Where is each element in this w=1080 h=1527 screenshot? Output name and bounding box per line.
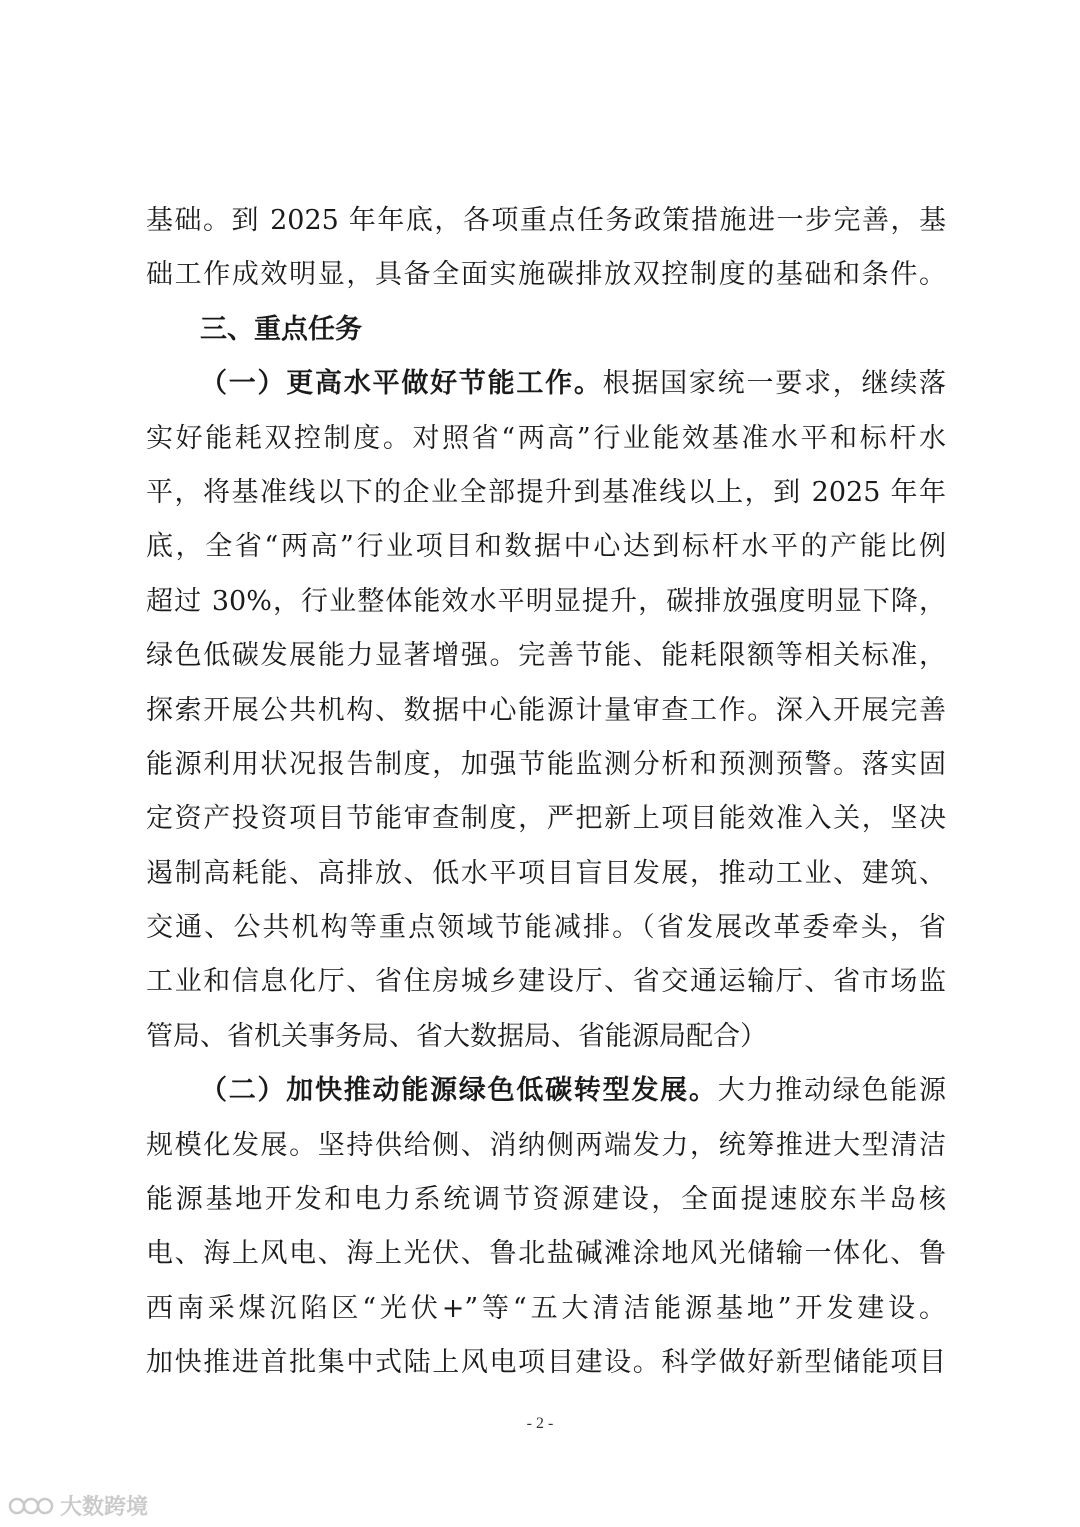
text-line: 遏制高耗能、高排放、低水平项目盲目发展，推动工业、建筑、 [146, 857, 946, 889]
text-line: 实好能耗双控制度。对照省“两高”行业能效基准水平和标杆水 [146, 422, 946, 454]
text-line: 加快推进首批集中式陆上风电项目建设。科学做好新型储能项目 [146, 1347, 946, 1379]
item-lead: （二）加快推动能源绿色低碳转型发展。 [200, 1075, 718, 1107]
text-line: 基础。到 2025 年年底，各项重点任务政策措施进一步完善，基 [146, 205, 946, 236]
page-number: - 2 - [526, 1415, 554, 1432]
document-body [146, 194, 946, 1391]
text-line: 能源基地开发和电力系统调节资源建设，全面提速胶东半岛核 [146, 1184, 946, 1216]
text-line: 能源利用状况报告制度，加强节能监测分析和预测预警。落实固 [146, 748, 946, 780]
text-line: 础工作成效明显，具备全面实施碳排放双控制度的基础和条件。 [146, 259, 946, 291]
text-line: 工业和信息化厅、省住房城乡建设厅、省交通运输厅、省市场监 [146, 966, 946, 998]
watermark-text: 大数跨境 [60, 1495, 149, 1520]
item-text: 大力推动绿色能源 [717, 1075, 947, 1107]
paragraph-line [146, 1064, 946, 1118]
watermark-logo-icon [8, 1495, 54, 1517]
text-line: 超过 30%，行业整体能效水平明显提升，碳排放强度明显下降， [146, 585, 946, 617]
paragraph-line [146, 357, 946, 411]
section-heading: 三、重点任务 [200, 313, 362, 345]
watermark [8, 1490, 148, 1521]
text-line: 探索开展公共机构、数据中心能源计量审查工作。深入开展完善 [146, 694, 946, 726]
text-line: 平，将基准线以下的企业全部提升到基准线以上，到 2025 年年 [146, 476, 946, 508]
text-line: 西南采煤沉陷区“光伏+”等“五大清洁能源基地”开发建设。 [146, 1292, 946, 1324]
text-line: 定资产投资项目节能审查制度，严把新上项目能效准入关，坚决 [146, 803, 946, 835]
item-lead: （一）更高水平做好节能工作。 [200, 368, 603, 400]
text-line: 电、海上风电、海上光伏、鲁北盐碱滩涂地风光储输一体化、鲁 [146, 1238, 946, 1270]
text-line: 规模化发展。坚持供给侧、消纳侧两端发力，统筹推进大型清洁 [146, 1129, 946, 1161]
item-text: 根据国家统一要求，继续落 [602, 368, 947, 400]
text-line: 绿色低碳发展能力显著增强。完善节能、能耗限额等相关标准， [146, 640, 946, 672]
text-line: 管局、省机关事务局、省大数据局、省能源局配合） [146, 1020, 767, 1052]
text-line: 底，全省“两高”行业项目和数据中心达到标杆水平的产能比例 [146, 531, 946, 563]
text-line: 交通、公共机构等重点领域节能减排。（省发展改革委牵头，省 [146, 912, 946, 944]
